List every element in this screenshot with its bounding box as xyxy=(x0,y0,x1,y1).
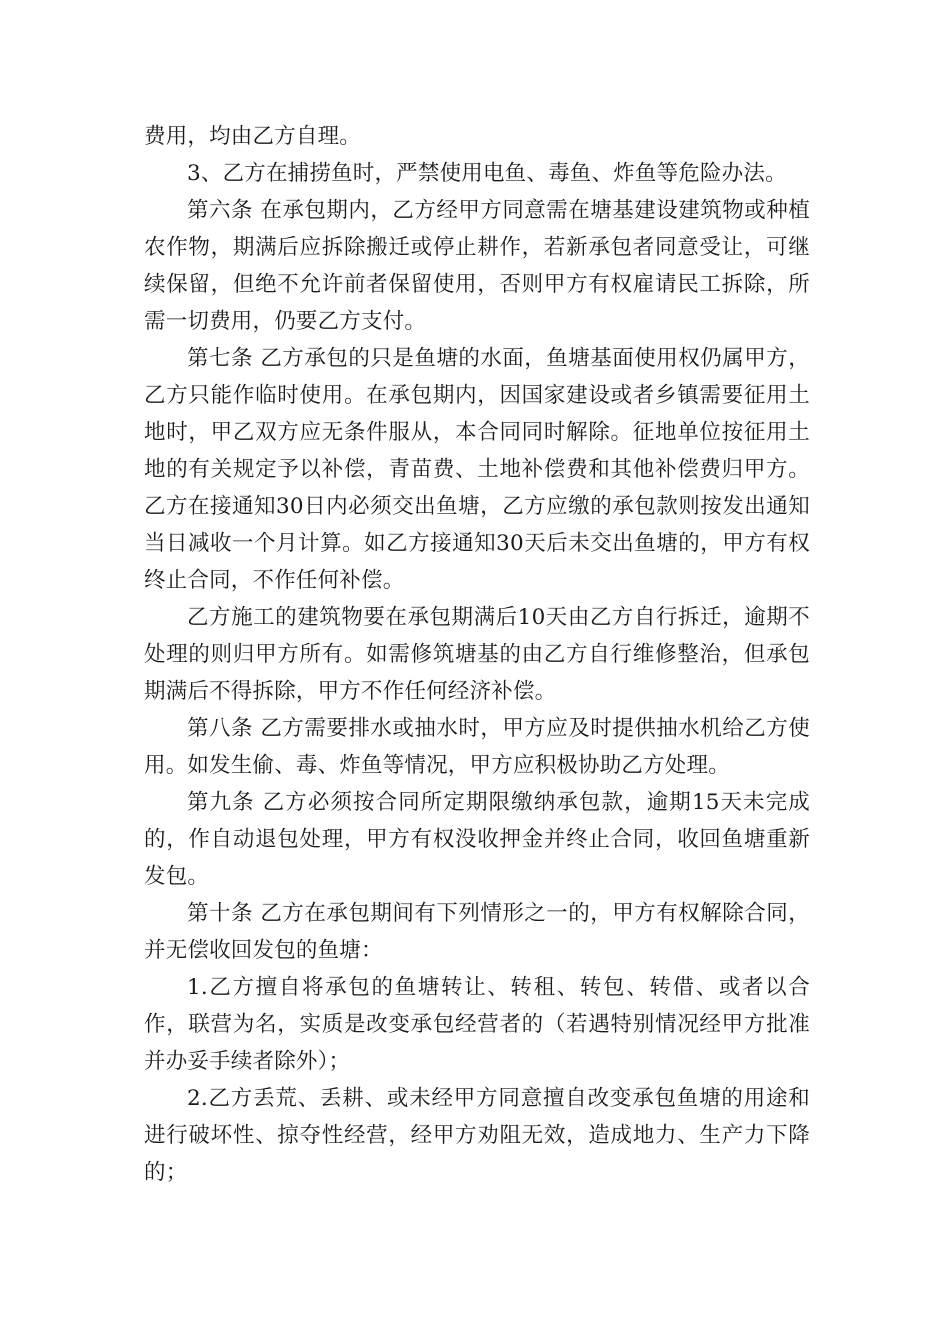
paragraph-article-8: 第八条 乙方需要排水或抽水时，甲方应及时提供抽水机给乙方使用。如发生偷、毒、炸鱼等情况，甲方应积极协助乙方处理。 xyxy=(144,716,810,778)
paragraph-article-9: 第九条 乙方必须按合同所定期限缴纳承包款，逾期15天未完成的，作自动退包处理，甲方有权没收押金并终止合同，收回鱼塘重新发包。 xyxy=(144,790,810,889)
paragraph-article-7: 第七条 乙方承包的只是鱼塘的水面，鱼塘基面使用权仍属甲方，乙方只能作临时使用。在承包期内，因国家建设或者乡镇需要征用土地时，甲乙双方应无条件服从，本合同同时解除。征地单位按征用土地的有关规定予以补偿，青苗费、土地补偿费和其他补偿费归甲方。乙方在接通知30日内必须交出鱼塘，乙方应缴的承包款则按发出通知当日减收一个月计算。如乙方接通知30天后未交出鱼塘的，甲方有权终止合同，不作任何补偿。 xyxy=(144,346,810,593)
paragraph-article-7-buildings: 乙方施工的建筑物要在承包期满后10天由乙方自行拆迁，逾期不处理的则归甲方所有。如需修筑塘基的由乙方自行维修整治，但承包期满后不得拆除，甲方不作任何经济补偿。 xyxy=(144,605,810,704)
contract-text-body xyxy=(144,118,810,1191)
paragraph-article-10-item-2: 2.乙方丢荒、丢耕、或未经甲方同意擅自改变承包鱼塘的用途和进行破坏性、掠夺性经营，经甲方劝阻无效，造成地力、生产力下降的； xyxy=(144,1086,810,1185)
paragraph-article-10-item-1: 1.乙方擅自将承包的鱼塘转让、转租、转包、转借、或者以合作，联营为名，实质是改变承包经营者的（若遇特别情况经甲方批准并办妥手续者除外）； xyxy=(144,975,810,1074)
paragraph-clause-5-item-3: 3、乙方在捕捞鱼时，严禁使用电鱼、毒鱼、炸鱼等危险办法。 xyxy=(187,161,787,186)
paragraph-article-6: 第六条 在承包期内，乙方经甲方同意需在塘基建设建筑物或种植农作物，期满后应拆除搬迁或停止耕作，若新承包者同意受让，可继续保留，但绝不允许前者保留使用，否则甲方有权雇请民工拆除，所需一切费用，仍要乙方支付。 xyxy=(144,198,810,334)
paragraph-article-10: 第十条 乙方在承包期间有下列情形之一的，甲方有权解除合同，并无偿收回发包的鱼塘： xyxy=(144,901,810,963)
paragraph-continuation: 费用，均由乙方自理。 xyxy=(144,124,362,149)
